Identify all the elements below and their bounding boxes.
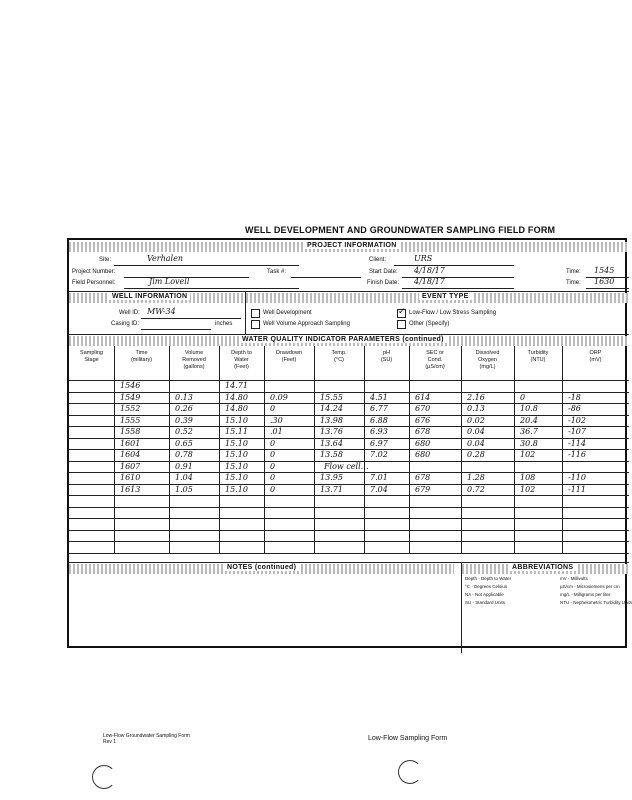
wq-column-header-line: Sampling [80, 350, 103, 356]
wq-column-header-line: (µS/cm) [425, 364, 445, 370]
well-volume-checkbox[interactable] [251, 320, 260, 329]
wq-cell[interactable]: 0.04 [467, 427, 485, 436]
site-label: Site: [99, 257, 112, 263]
well-info-header: WELL INFORMATION [109, 293, 190, 300]
abbrev-item: Depth - Depth to Water [465, 576, 512, 581]
wq-cell[interactable]: 30.8 [520, 438, 538, 448]
wq-row-divider [69, 495, 629, 496]
field-personnel-value[interactable]: Jim Lovell [149, 277, 190, 286]
wq-cell[interactable]: 1552 [120, 404, 141, 413]
wq-row-divider [69, 392, 629, 393]
divider-wq [69, 334, 629, 335]
wq-column-header-line: pH [382, 350, 391, 356]
well-id-line [141, 318, 241, 319]
wq-cell[interactable]: -114 [568, 438, 586, 448]
wq-cell[interactable]: 0 [270, 461, 276, 471]
abbrev-item: °C - Degrees Celsius [465, 584, 508, 589]
wq-cell[interactable]: 20.4 [520, 415, 538, 425]
wq-cell[interactable]: 1607 [120, 461, 141, 471]
well-development-checkbox[interactable] [251, 309, 260, 318]
project-number-label: Project Number: [72, 269, 116, 275]
wq-row-divider [69, 438, 629, 439]
wq-column-header-line: Volume [184, 350, 204, 356]
wq-cell[interactable]: 13.71 [320, 484, 343, 494]
footer-center: Low-Flow Sampling Form [368, 735, 448, 742]
wq-column-header-line: Turbidity [527, 350, 549, 356]
wq-column-header-line: (Feet) [281, 357, 297, 363]
event-type-header: EVENT TYPE [419, 293, 472, 300]
wq-cell[interactable]: 1558 [120, 427, 141, 436]
wq-cell[interactable]: 0 [270, 484, 276, 494]
time-line-2 [586, 288, 629, 289]
wq-column-header [461, 350, 514, 371]
wq-cell[interactable]: 1549 [120, 392, 141, 402]
other-checkbox[interactable] [397, 320, 406, 329]
wq-cell[interactable]: 0 [520, 392, 526, 402]
wq-cell[interactable]: 0 [270, 438, 276, 448]
wq-cell[interactable]: 14.80 [225, 404, 248, 413]
wq-cell[interactable]: 1.04 [175, 473, 193, 482]
wq-cell[interactable]: 1601 [120, 438, 141, 448]
wq-cell[interactable]: 15.11 [225, 427, 248, 436]
notes-header: NOTES (continued) [224, 564, 299, 571]
wq-row-divider [69, 541, 629, 542]
wq-column-header-line: SEC or [426, 350, 444, 356]
abbrev-item: mV - Millivolts [560, 576, 588, 581]
wq-column-header [169, 350, 219, 371]
punch-hole-left-icon [92, 765, 116, 789]
wq-cell[interactable]: 6.93 [370, 427, 388, 436]
wq-cell[interactable]: 6.77 [370, 404, 388, 413]
wq-cell[interactable]: 13.98 [320, 415, 343, 425]
low-flow-checkbox[interactable] [397, 306, 406, 318]
wq-cell[interactable]: 14.24 [320, 404, 343, 413]
wq-cell[interactable]: 6.88 [370, 415, 388, 425]
wq-cell[interactable]: 14.80 [225, 392, 248, 402]
finish-date-label: Finish Date: [367, 280, 400, 286]
well-volume-label: Well Volume Approach Sampling [263, 321, 350, 327]
abbrev-header: ABBREVIATIONS [509, 564, 576, 571]
wq-column-header-line: (°C) [334, 357, 344, 363]
wq-cell[interactable]: 15.10 [225, 484, 248, 494]
wq-column-header [409, 350, 461, 371]
wq-cell[interactable]: 7.04 [370, 484, 388, 494]
abbrev-item: mg/L - Milligrams per liter [560, 592, 611, 597]
wq-cell[interactable]: 13.76 [320, 427, 343, 436]
wq-column-header-line: (military) [130, 357, 153, 363]
wq-column-header-line: Removed [182, 357, 206, 363]
project-info-header: PROJECT INFORMATION [304, 242, 400, 249]
wq-cell[interactable]: .01 [270, 427, 283, 436]
wq-column-header [219, 350, 264, 371]
casing-units: inches [215, 321, 233, 327]
wq-column-header-line: Water [234, 357, 249, 363]
wq-cell[interactable]: 678 [415, 473, 431, 482]
wq-row-divider [69, 415, 629, 416]
footer-left [103, 733, 190, 745]
wq-cell[interactable]: 15.10 [225, 473, 248, 482]
wq-row-divider [69, 507, 629, 508]
wq-cell[interactable]: 13.95 [320, 473, 343, 482]
wq-cell[interactable]: 1610 [120, 473, 141, 482]
divider-notes [69, 562, 629, 563]
wq-row-divider [69, 518, 629, 519]
wq-cell[interactable]: 680 [415, 450, 431, 459]
wq-cell[interactable]: 614 [415, 392, 431, 402]
wq-row-divider [69, 484, 629, 485]
footer-left-line1: Low-Flow Groundwater Sampling Form [103, 733, 190, 739]
wq-cell[interactable]: 6.97 [370, 438, 388, 448]
abbrev-item: NTU - Nephelometric Turbidity Units [560, 600, 632, 605]
wq-row-divider [69, 426, 629, 427]
wq-column-header [114, 350, 169, 364]
wq-cell[interactable]: 1.28 [467, 473, 485, 482]
abbrev-item: µS/cm - Microsiemens per cm [560, 584, 620, 589]
wq-column-header-line: (mV) [589, 357, 602, 363]
low-flow-label: Low-Flow / Low Stress Sampling [409, 310, 497, 316]
wq-column-header-line: Time [135, 350, 148, 356]
wq-cell[interactable]: 7.01 [370, 473, 388, 482]
wq-cell[interactable]: 15.10 [225, 461, 248, 471]
wq-column-header-line: (Feet) [234, 364, 249, 370]
abbrev-item: SU - Standard Units [465, 600, 506, 605]
wq-column-header [562, 350, 629, 364]
wq-cell[interactable]: -110 [568, 473, 586, 482]
wq-column-header [69, 350, 114, 364]
wq-cell[interactable]: 0.04 [467, 438, 485, 448]
start-date-value[interactable]: 4/18/17 [414, 266, 445, 275]
task-line [291, 277, 361, 278]
wq-column-header-line: Oxygen [478, 357, 497, 363]
time-value-1[interactable]: 1545 [594, 266, 615, 275]
divider-well [69, 291, 629, 292]
wq-cell[interactable]: 0 [270, 450, 276, 459]
wq-cell[interactable]: 0.65 [175, 438, 193, 448]
wq-cell[interactable]: -111 [568, 484, 586, 494]
wq-column-header-line: ORP [589, 350, 602, 356]
wq-cell[interactable]: 7.02 [370, 450, 388, 459]
wq-cell[interactable]: 36.7 [520, 427, 538, 436]
wq-cell[interactable]: 1613 [120, 484, 141, 494]
wq-cell[interactable]: 15.10 [225, 450, 248, 459]
client-value[interactable]: URS [414, 254, 433, 263]
wq-cell[interactable]: 0.91 [175, 461, 193, 471]
client-line [394, 265, 514, 266]
wq-cell[interactable]: 670 [415, 404, 431, 413]
wq-cell[interactable]: 108 [520, 473, 536, 482]
abbrev-item: NA - Not Applicable [465, 592, 504, 597]
wq-column-header-line: (NTU) [530, 357, 546, 363]
wq-cell[interactable]: -107 [568, 427, 586, 436]
wq-cell[interactable]: 0.26 [175, 404, 193, 413]
wq-column-header-line: Stage [84, 357, 99, 363]
wq-row-note: Flow cell… [324, 461, 369, 471]
wq-cell[interactable]: 0.52 [175, 427, 193, 436]
start-date-label: Start Date: [369, 269, 398, 275]
wq-cell[interactable]: 102 [520, 484, 536, 494]
site-line [114, 265, 299, 266]
wq-cell[interactable]: 678 [415, 427, 431, 436]
wq-table [69, 346, 629, 561]
wq-column-header-line: (mg/L) [479, 364, 496, 370]
wq-cell[interactable]: 13.64 [320, 438, 343, 448]
wq-cell[interactable]: 676 [415, 415, 431, 425]
wq-cell[interactable]: 15.55 [320, 392, 343, 402]
wq-cell[interactable]: -86 [568, 404, 581, 413]
well-id-label: Well ID: [119, 310, 140, 316]
wq-cell[interactable]: 0.13 [467, 404, 485, 413]
wq-cell[interactable]: 102 [520, 450, 536, 459]
time-label-2: Time: [566, 280, 581, 286]
wq-column-header [264, 350, 314, 364]
task-label: Task #: [267, 269, 287, 275]
casing-id-line [141, 329, 211, 330]
well-event-divider [245, 292, 246, 334]
wq-cell[interactable]: 4.51 [370, 392, 388, 402]
wq-cell[interactable]: -18 [568, 392, 581, 402]
wq-cell[interactable]: 0.72 [467, 484, 485, 494]
wq-row-divider [69, 380, 629, 381]
wq-cell[interactable]: 15.10 [225, 415, 248, 425]
check-mark-icon: ✓ [398, 306, 406, 316]
site-value[interactable]: Verhalen [147, 254, 183, 263]
well-id-value[interactable]: MW-34 [147, 307, 176, 316]
wq-cell[interactable]: 2.16 [467, 392, 485, 402]
finish-date-value[interactable]: 4/18/17 [414, 277, 445, 286]
wq-cell[interactable]: 1546 [120, 381, 141, 390]
wq-column-header-line: Depth to [231, 350, 252, 356]
wq-cell[interactable]: 0.39 [175, 415, 193, 425]
wq-cell[interactable]: 0.02 [467, 415, 485, 425]
wq-row-divider [69, 449, 629, 450]
wq-cell[interactable]: .30 [270, 415, 283, 425]
wq-cell[interactable]: 0.13 [175, 392, 193, 402]
notes-abbrev-divider [461, 563, 462, 653]
well-development-label: Well Development [263, 310, 312, 316]
wq-cell[interactable]: 1555 [120, 415, 141, 425]
wq-cell[interactable]: 1.05 [175, 484, 193, 494]
wq-cell[interactable]: 0.09 [270, 392, 288, 402]
wq-row-divider [69, 472, 629, 473]
wq-cell[interactable]: -116 [568, 450, 586, 459]
wq-cell[interactable]: 0 [270, 473, 276, 482]
wq-row-divider [69, 403, 629, 404]
wq-cell[interactable]: 0.28 [467, 450, 485, 459]
field-form [67, 238, 632, 648]
wq-column-header-line: Temp. [331, 350, 347, 356]
wq-cell[interactable]: 14.71 [225, 381, 248, 390]
wq-cell[interactable]: -102 [568, 415, 586, 425]
wq-header: WATER QUALITY INDICATOR PARAMETERS (continued) [239, 336, 447, 343]
punch-hole-center-icon [398, 760, 422, 784]
wq-column-header-line: (SU) [380, 357, 393, 363]
field-personnel-label: Field Personnel: [72, 280, 116, 286]
wq-cell[interactable]: 0.78 [175, 450, 193, 459]
wq-cell[interactable]: 13.58 [320, 450, 343, 459]
wq-column-header-line: Dissolved [475, 350, 500, 356]
wq-column-header [314, 350, 364, 364]
client-label: Client: [369, 257, 387, 263]
wq-cell[interactable]: 10.8 [520, 404, 538, 413]
footer-left-line2: Rev 1 [103, 739, 117, 745]
wq-cell[interactable]: 0 [270, 404, 276, 413]
casing-id-label: Casing ID: [111, 321, 140, 327]
other-label: Other (Specify) [409, 321, 450, 327]
wq-column-header [514, 350, 562, 364]
finish-date-line [402, 288, 514, 289]
wq-cell[interactable]: 680 [415, 438, 431, 448]
wq-cell[interactable]: 15.10 [225, 438, 248, 448]
wq-column-header-line: (gallons) [183, 364, 205, 370]
wq-column-header [364, 350, 409, 364]
time-label-1: Time: [566, 269, 581, 275]
time-value-2[interactable]: 1630 [594, 277, 615, 286]
wq-column-header-line: Cond. [427, 357, 443, 363]
wq-cell[interactable]: 1604 [120, 450, 141, 459]
wq-row-divider [69, 530, 629, 531]
form-title: WELL DEVELOPMENT AND GROUNDWATER SAMPLING FIELD FORM [245, 225, 556, 235]
field-personnel-line [124, 288, 299, 289]
wq-cell[interactable]: 679 [415, 484, 431, 494]
wq-row-divider [69, 553, 629, 554]
wq-column-header-line: Drawdown [276, 350, 302, 356]
